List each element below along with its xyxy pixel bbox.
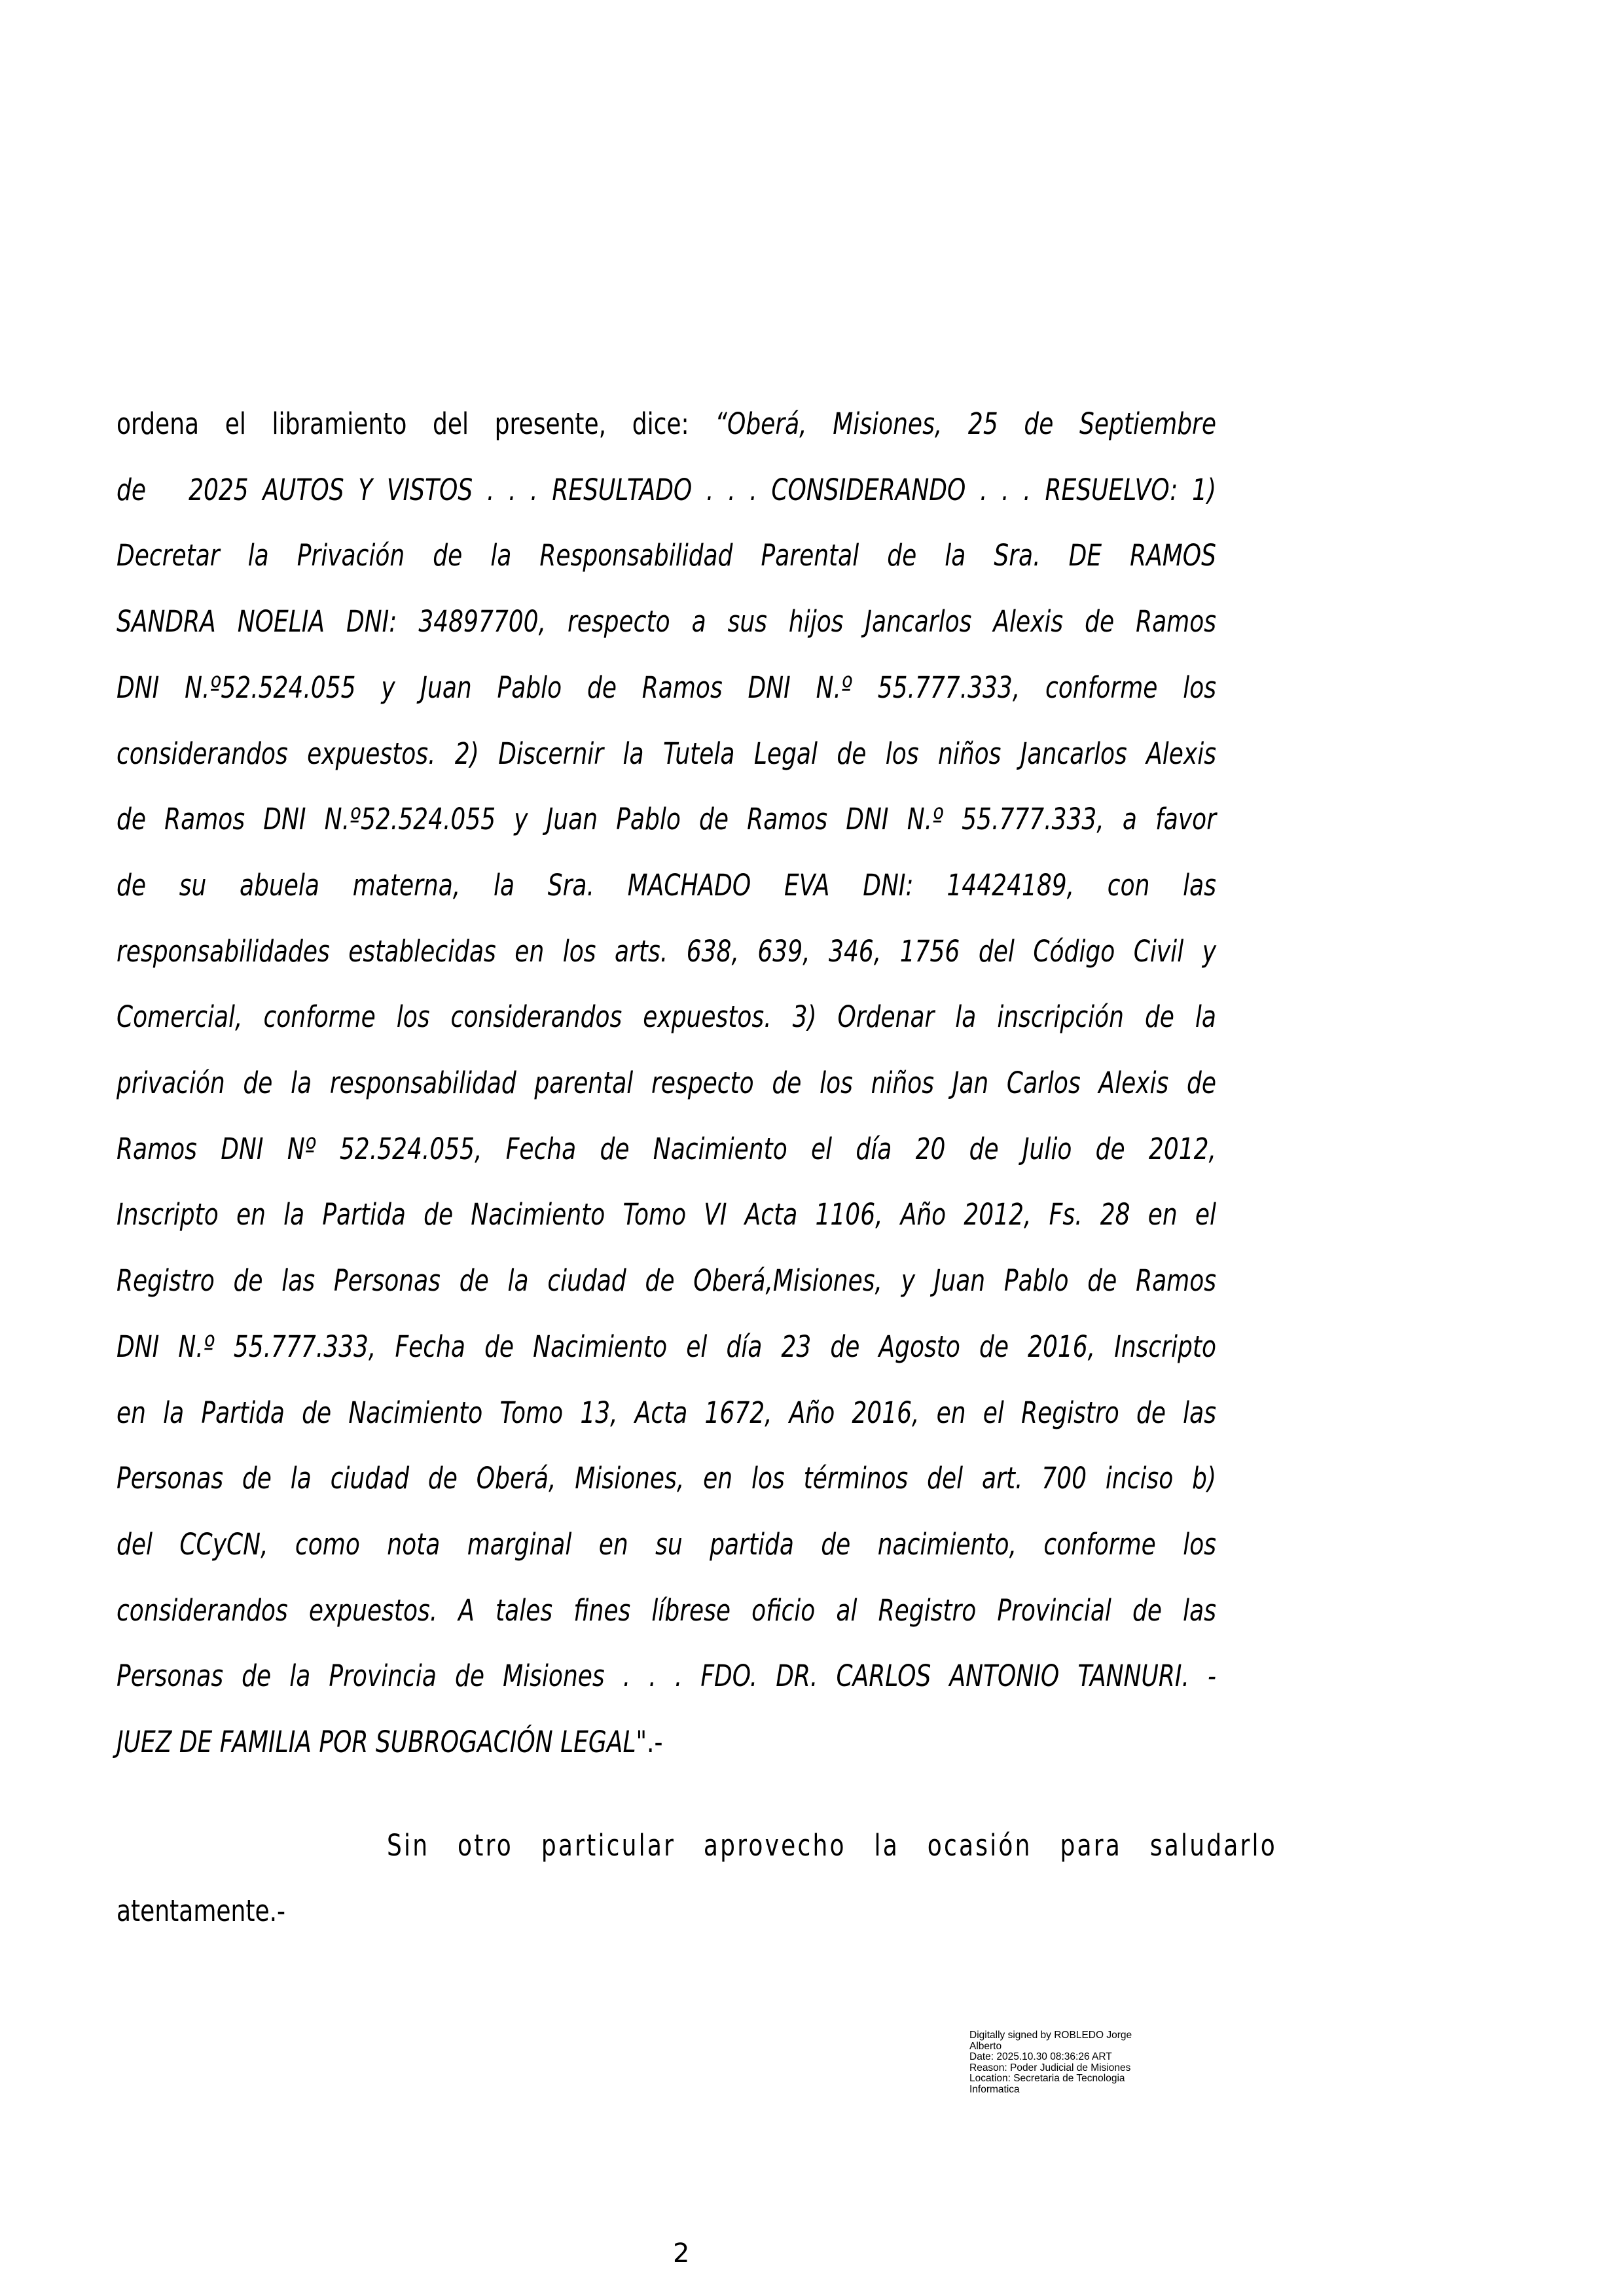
body-line: Registro de las Personas de la ciudad de Oberá,Misiones, y Juan Pablo de Ramos: [117, 1263, 1216, 1299]
closing-line: atentamente.-: [117, 1893, 286, 1928]
body-line: Comercial, conforme los considerandos expuestos. 3) Ordenar la inscripción de la: [117, 999, 1216, 1035]
quoted-text: JUEZ DE FAMILIA POR SUBROGACIÓN LEGAL: [117, 1725, 636, 1759]
body-line: [117, 404, 1216, 444]
body-text: ".-: [636, 1725, 663, 1759]
body-line: considerandos expuestos. 2) Discernir la Tutela Legal de los niños Jancarlos Alexis: [117, 736, 1216, 771]
body-line: de 2025 AUTOS Y VISTOS . . . RESULTADO . . . CONSIDERANDO . . . RESUELVO: 1): [117, 472, 1216, 507]
body-line: Personas de la ciudad de Oberá, Misiones, en los términos del art. 700 inciso b): [117, 1461, 1216, 1496]
body-line: de su abuela materna, la Sra. MACHADO EVA DNI: 14424189, con las: [117, 867, 1216, 903]
body-line: de Ramos DNI N.º52.524.055 y Juan Pablo de Ramos DNI N.º 55.777.333, a favor: [117, 802, 1216, 837]
body-line: del CCyCN, como nota marginal en su partida de nacimiento, conforme los: [117, 1526, 1216, 1562]
quoted-text: “Oberá, Misiones, 25 de Septiembre: [715, 406, 1217, 441]
page-number: 2: [673, 2238, 690, 2269]
body-text: ordena el libramiento del presente, dice:: [117, 406, 715, 441]
body-line: SANDRA NOELIA DNI: 34897700, respecto a sus hijos Jancarlos Alexis de Ramos: [117, 604, 1216, 639]
body-line: responsabilidades establecidas en los arts. 638, 639, 346, 1756 del Código Civil y: [117, 933, 1216, 969]
body-line: en la Partida de Nacimiento Tomo 13, Acta 1672, Año 2016, en el Registro de las: [117, 1395, 1216, 1430]
body-line: DNI N.º 55.777.333, Fecha de Nacimiento el día 23 de Agosto de 2016, Inscripto: [117, 1329, 1216, 1364]
digital-signature: Digitally signed by ROBLEDO Jorge Alberto Date: 2025.10.30 08:36:26 ART Reason: Poder Judicial de Misiones Location: Secretaria de Tecnologia Informatica: [969, 2030, 1132, 2095]
body-line: Decretar la Privación de la Responsabilidad Parental de la Sra. DE RAMOS: [117, 538, 1216, 573]
body-line: privación de la responsabilidad parental respecto de los niños Jan Carlos Alexis de: [117, 1066, 1216, 1100]
body-line: DNI N.º52.524.055 y Juan Pablo de Ramos DNI N.º 55.777.333, conforme los: [117, 670, 1216, 705]
body-line: Inscripto en la Partida de Nacimiento Tomo VI Acta 1106, Año 2012, Fs. 28 en el: [117, 1197, 1216, 1232]
body-line: considerandos expuestos. A tales fines líbrese oficio al Registro Provincial de las: [117, 1592, 1216, 1628]
body-line: Personas de la Provincia de Misiones . . . FDO. DR. CARLOS ANTONIO TANNURI. -: [117, 1659, 1216, 1694]
body-line: Ramos DNI Nº 52.524.055, Fecha de Nacimiento el día 20 de Julio de 2012,: [117, 1131, 1216, 1166]
closing-line: Sin otro particular aprovecho la ocasión para saludarlo: [387, 1828, 1277, 1863]
body-line: [117, 1723, 1216, 1762]
